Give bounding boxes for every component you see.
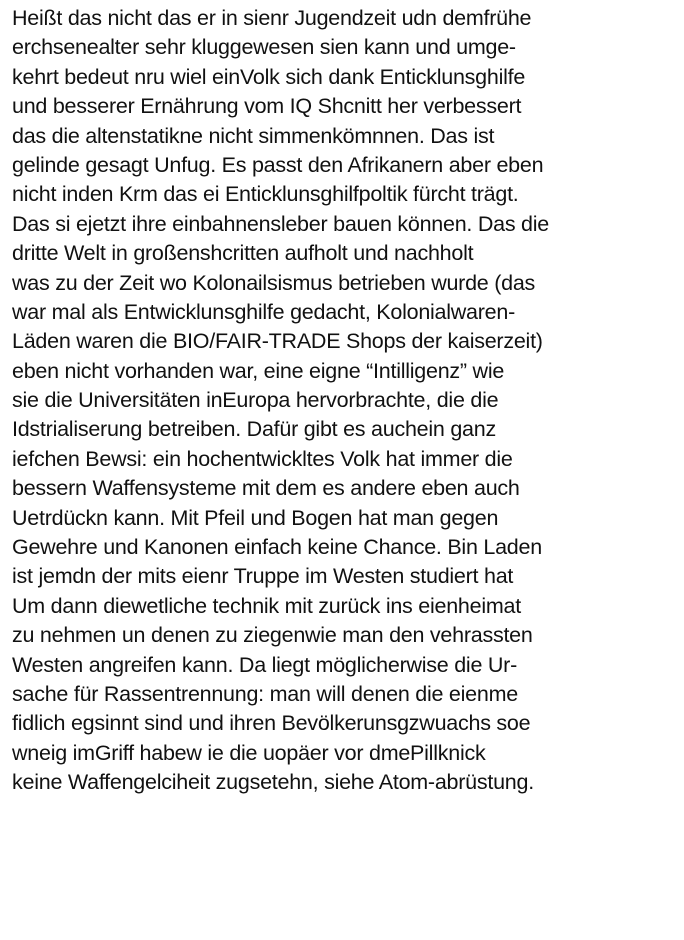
- text-line: was zu der Zeit wo Kolonailsismus betrieben wurde (das: [12, 270, 536, 295]
- text-line: keine Waffengelciheit zugsetehn, siehe Atom-abrüstung.: [12, 770, 534, 795]
- text-line: zu nehmen un denen zu ziegenwie man den vehrassten: [12, 623, 533, 648]
- text-line: kehrt bedeut nru wiel einVolk sich dank Enticklunsghilfe: [12, 64, 526, 89]
- text-line: sache für Rassentrennung: man will denen die eienme: [12, 681, 518, 706]
- text-line: Uetrdückn kann. Mit Pfeil und Bogen hat man gegen: [12, 505, 499, 530]
- text-line: dritte Welt in großenshcritten aufholt und nachholt: [12, 241, 474, 266]
- text-line: Gewehre und Kanonen einfach keine Chance. Bin Laden: [12, 535, 542, 560]
- text-line: eben nicht vorhanden war, eine eigne “Intilligenz” wie: [12, 358, 505, 383]
- text-line: Idstrialiserung betreiben. Dafür gibt es auchein ganz: [12, 417, 496, 442]
- body-text: [12, 4, 682, 798]
- text-line: erchsenealter sehr kluggewesen sien kann und umge-: [12, 35, 516, 60]
- text-line: nicht inden Krm das ei Enticklunsghilfpoltik fürcht trägt.: [12, 182, 519, 207]
- text-line: sie die Universitäten inEuropa hervorbrachte, die die: [12, 388, 499, 413]
- text-line: iefchen Bewsi: ein hochentwickltes Volk hat immer die: [12, 446, 513, 471]
- text-line: Das si ejetzt ihre einbahnensleber bauen können. Das die: [12, 211, 550, 236]
- text-line: das die altenstatikne nicht simmenkömnnen. Das ist: [12, 123, 495, 148]
- text-line: wneig imGriff habew ie die uopäer vor dmePillknick: [12, 740, 486, 765]
- text-line: ist jemdn der mits eienr Truppe im Westen studiert hat: [12, 564, 514, 589]
- text-line: und besserer Ernährung vom IQ Shcnitt her verbessert: [12, 94, 522, 119]
- text-line: Westen angreifen kann. Da liegt möglicherwise die Ur-: [12, 652, 517, 677]
- text-line: Um dann diewetliche technik mit zurück ins eienheimat: [12, 593, 521, 618]
- text-line: war mal als Entwicklunsghilfe gedacht, Kolonialwaren-: [12, 299, 516, 324]
- text-line: fidlich egsinnt sind und ihren Bevölkerunsgzwuachs soe: [12, 711, 531, 736]
- text-line: gelinde gesagt Unfug. Es passt den Afrikanern aber eben: [12, 152, 544, 177]
- text-line: Läden waren die BIO/FAIR-TRADE Shops der kaiserzeit): [12, 329, 543, 354]
- text-line: Heißt das nicht das er in sienr Jugendzeit udn demfrühe: [12, 6, 532, 30]
- text-line: bessern Waffensysteme mit dem es andere eben auch: [12, 476, 520, 501]
